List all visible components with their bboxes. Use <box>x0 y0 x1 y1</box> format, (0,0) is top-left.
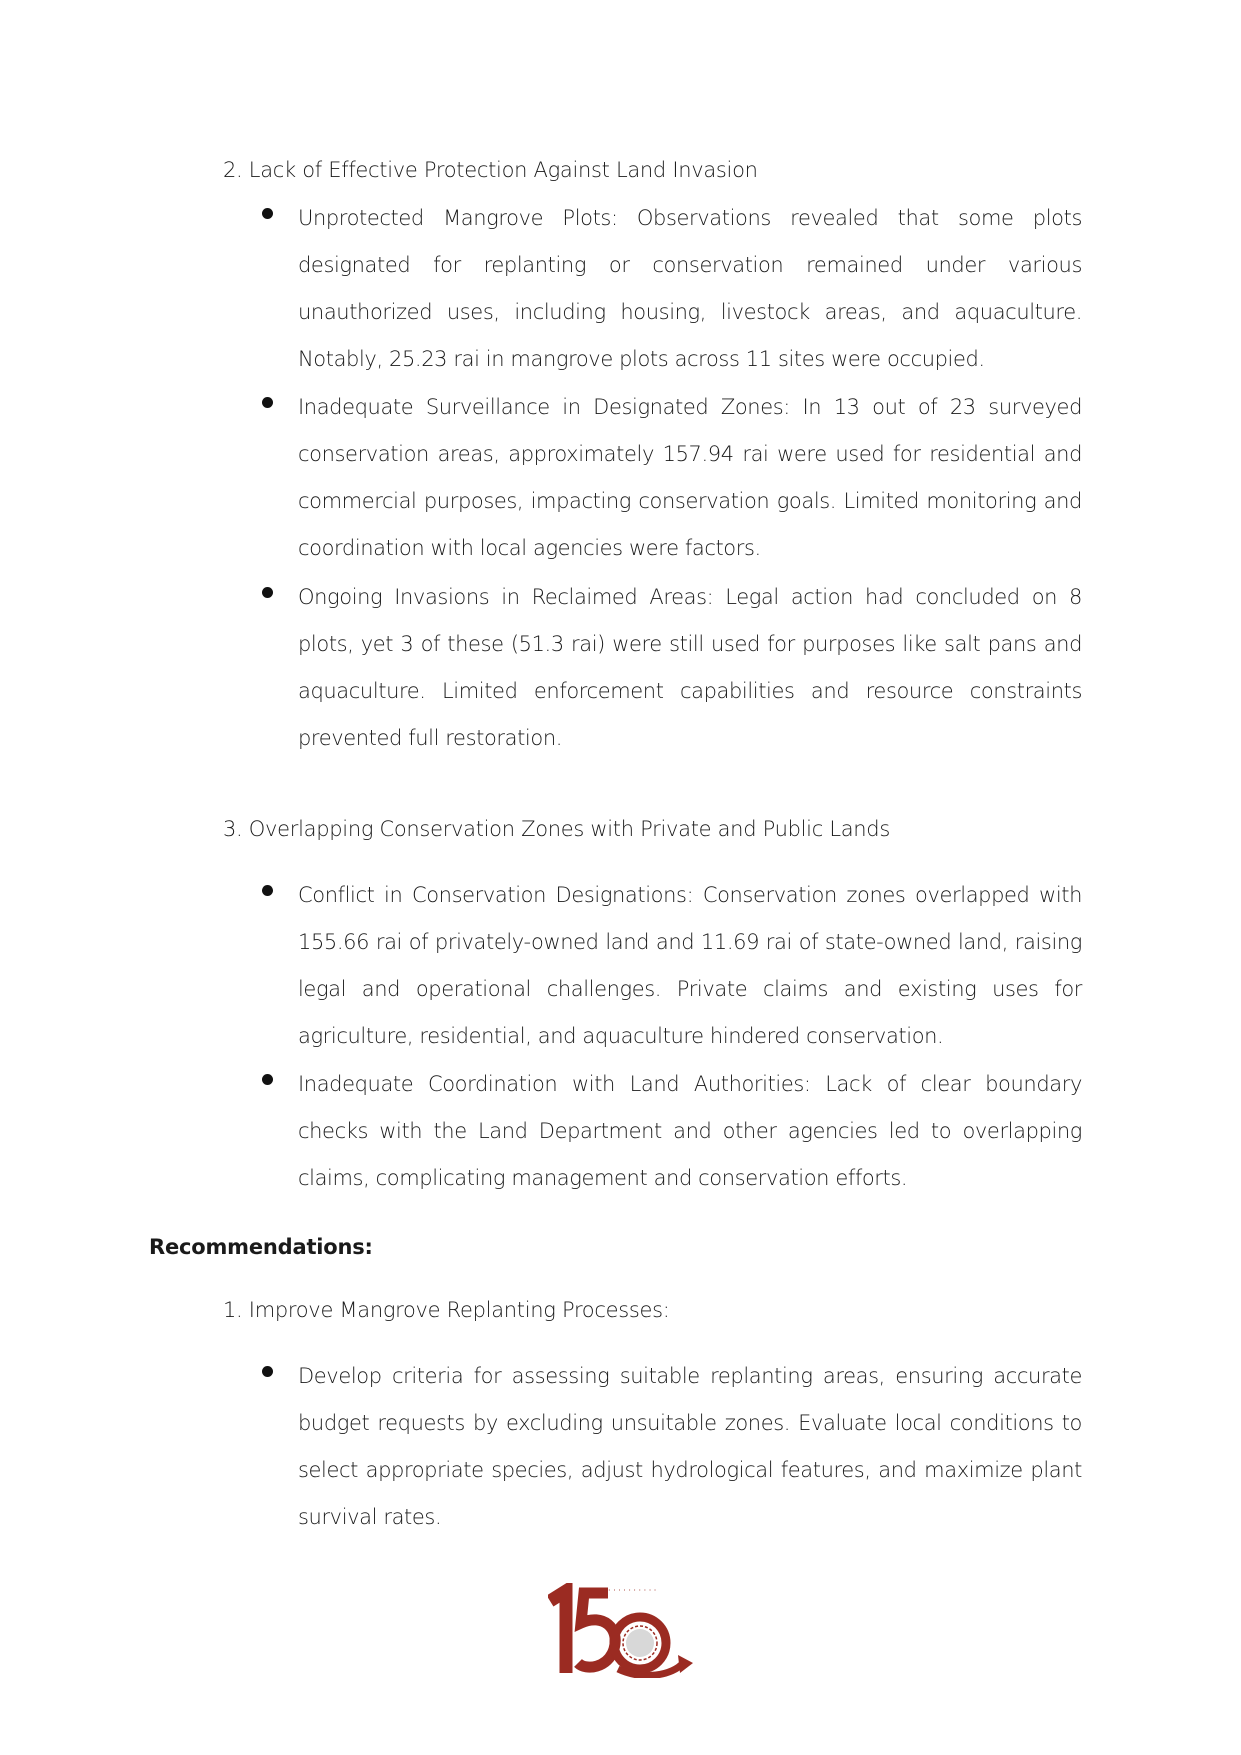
recommendation-heading-1: 1. Improve Mangrove Replanting Processes: <box>223 1298 670 1322</box>
bullet-item <box>262 1061 1082 1202</box>
bullet-text: Inadequate Coordination with Land Authorities: Lack of clear boundary checks with the Land Department and other agencies led to overlapping claims, complicating management and conservation efforts. <box>298 1072 1082 1190</box>
bullet-item <box>262 872 1082 1060</box>
bullet-icon <box>262 208 273 219</box>
bullet-text: Inadequate Surveillance in Designated Zones: In 13 out of 23 surveyed conservation areas, approximately 157.94 rai were used for residential and commercial purposes, impacting conservation goals. Limited monitoring and coordination with local agencies were factors. <box>298 395 1082 560</box>
bullet-icon <box>262 1074 273 1085</box>
recommendations-title: Recommendations: <box>149 1235 373 1259</box>
150-anniversary-logo-icon <box>548 1583 698 1678</box>
section-heading-2: 2. Lack of Effective Protection Against Land Invasion <box>223 158 758 182</box>
bullet-icon <box>262 587 273 598</box>
section-heading-3: 3. Overlapping Conservation Zones with Private and Public Lands <box>223 817 890 841</box>
bullet-item <box>262 574 1082 762</box>
bullet-item <box>262 1353 1082 1541</box>
bullet-text: Ongoing Invasions in Reclaimed Areas: Legal action had concluded on 8 plots, yet 3 of these (51.3 rai) were still used for purposes like salt pans and aquaculture. Limited enforcement capabilities and resource constraints prevented full restoration. <box>298 585 1082 750</box>
bullet-item <box>262 195 1082 383</box>
bullet-icon <box>262 885 273 896</box>
bullet-text: Conflict in Conservation Designations: Conservation zones overlapped with 155.66 rai of privately-owned land and 11.69 rai of state-owned land, raising legal and operational challenges. Private claims and existing uses for agriculture, residential, and aquaculture hindered conservation. <box>298 883 1082 1048</box>
bullet-icon <box>262 1366 273 1377</box>
bullet-text: Develop criteria for assessing suitable replanting areas, ensuring accurate budget requests by excluding unsuitable zones. Evaluate local conditions to select appropriate species, adjust hydrological features, and maximize plant survival rates. <box>298 1364 1082 1529</box>
svg-text:· · · · · · · · · ·: · · · · · · · · · · <box>608 1586 657 1595</box>
bullet-icon <box>262 397 273 408</box>
bullet-text: Unprotected Mangrove Plots: Observations revealed that some plots designated for replanting or conservation remained under various unauthorized uses, including housing, livestock areas, and aquaculture. Notably, 25.23 rai in mangrove plots across 11 sites were occupied. <box>298 206 1082 371</box>
bullet-item <box>262 384 1082 572</box>
